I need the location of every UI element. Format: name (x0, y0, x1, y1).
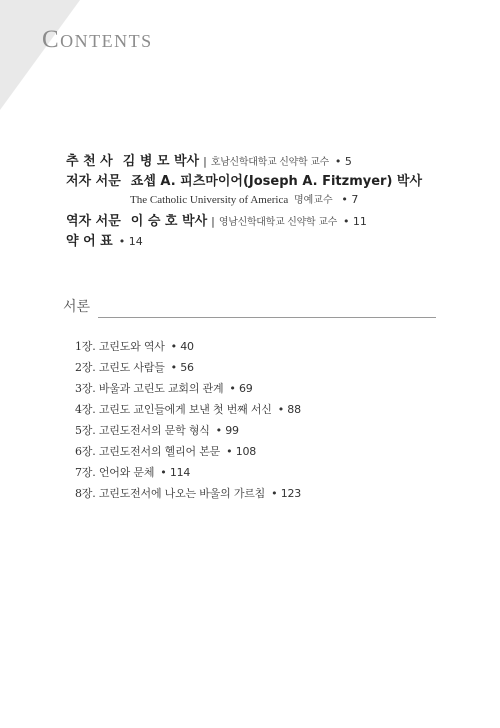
chapter-entry[interactable] (75, 462, 455, 483)
chapter-page: • 56 (170, 361, 194, 374)
entry-label: 추 천 사 (66, 154, 113, 169)
front-entry-abbreviations[interactable] (66, 230, 466, 250)
front-entry-author-preface[interactable] (66, 170, 466, 190)
entry-author: 죠셉 A. 피츠마이어(Joseph A. Fitzmyer) 박사 (130, 174, 423, 189)
separator-bar: | (211, 215, 215, 228)
chapter-title: 6장. 고린도전서의 헬리어 본문 (75, 445, 221, 458)
chapter-list (75, 336, 455, 504)
entry-page: • 11 (342, 215, 367, 228)
entry-role: 명예교수 (293, 195, 333, 206)
entry-author: 김 병 모 박사 (122, 154, 200, 169)
entry-label: 저자 서문 (66, 174, 121, 189)
chapter-entry[interactable] (75, 483, 455, 504)
chapter-page: • 123 (271, 487, 302, 500)
front-entry-foreword[interactable] (66, 150, 466, 170)
chapter-page: • 99 (215, 424, 239, 437)
chapter-title: 2장. 고린도 사람들 (75, 361, 165, 374)
chapter-entry[interactable] (75, 399, 455, 420)
entry-affiliation: 호남신학대학교 신약학 교수 (210, 157, 329, 168)
front-entry-author-affiliation (66, 190, 466, 210)
chapter-page: • 69 (229, 382, 253, 395)
corner-decoration (0, 0, 80, 110)
chapter-entry[interactable] (75, 420, 455, 441)
chapter-entry[interactable] (75, 357, 455, 378)
entry-institution: The Catholic University of America (130, 194, 289, 206)
section-heading: 서론 (63, 299, 91, 315)
front-entry-translator-preface[interactable] (66, 210, 466, 230)
page-title: Contents (42, 26, 153, 53)
entry-affiliation: 영남신학대학교 신약학 교수 (218, 217, 337, 228)
chapter-title: 4장. 고린도 교인들에게 보낸 첫 번째 서신 (75, 403, 272, 416)
front-matter-list (66, 150, 466, 250)
entry-author: 이 승 호 박사 (130, 214, 208, 229)
chapter-title: 3장. 바울과 고린도 교회의 관계 (75, 382, 224, 395)
chapter-page: • 108 (226, 445, 257, 458)
chapter-title: 7장. 언어와 문체 (75, 466, 155, 479)
entry-page: • 5 (334, 155, 352, 168)
entry-label: 약 어 표 (66, 234, 113, 249)
chapter-entry[interactable] (75, 378, 455, 399)
chapter-entry[interactable] (75, 441, 455, 462)
chapter-title: 1장. 고린도와 역사 (75, 340, 165, 353)
chapter-title: 5장. 고린도전서의 문학 형식 (75, 424, 210, 437)
chapter-page: • 88 (277, 403, 301, 416)
entry-label: 역자 서문 (66, 214, 121, 229)
chapter-title: 8장. 고린도전서에 나오는 바울의 가르침 (75, 487, 266, 500)
entry-page: • 7 (341, 193, 359, 206)
chapter-entry[interactable] (75, 336, 455, 357)
entry-page: • 14 (118, 235, 143, 248)
chapter-page: • 114 (160, 466, 191, 479)
separator-bar: | (203, 155, 207, 168)
chapter-page: • 40 (170, 340, 194, 353)
section-divider (98, 317, 436, 318)
